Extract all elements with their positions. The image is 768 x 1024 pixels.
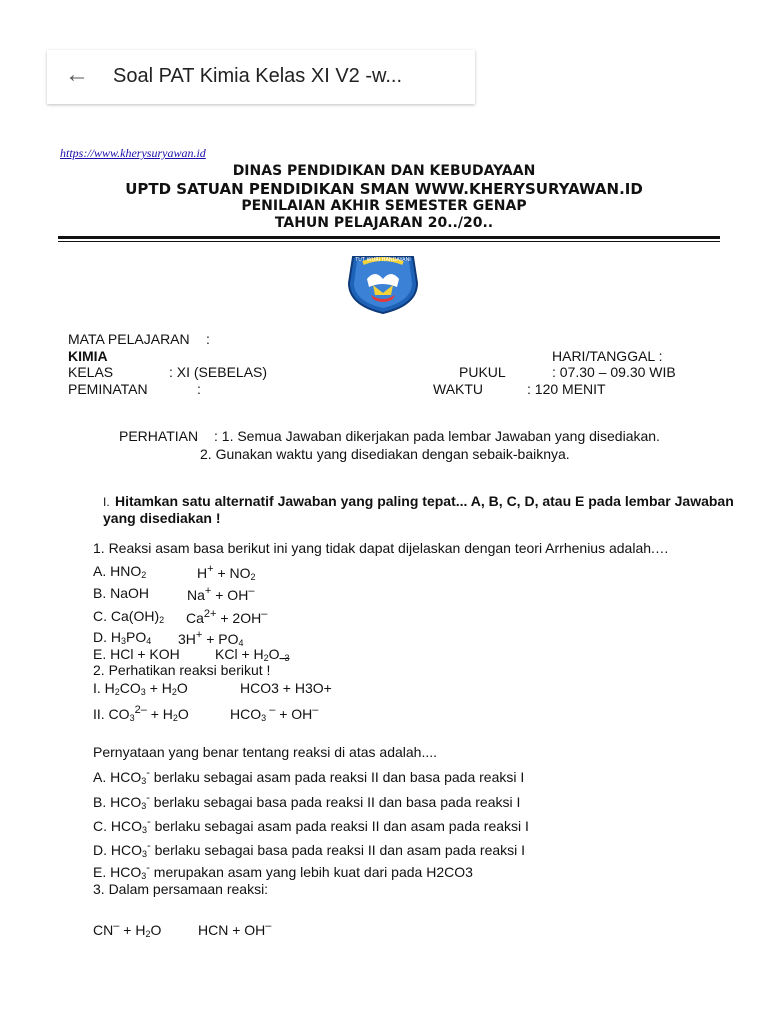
q1-option-d-product: $3H^+ + PO_4$ [178,629,244,648]
pukul-value: : 07.30 – 09.30 WIB [552,364,676,380]
mapel-label: MATA PELAJARAN [68,331,190,347]
peminatan-label: PEMINATAN [68,381,148,397]
q1-option-e-product: KCl + $H_2O_{-3}$ [215,646,290,663]
q1-option-d: D. $H_3PO_4$ [93,629,152,646]
q2-stem: 2. Perhatikan reaksi berikut ! [93,662,271,678]
page-title: Soal PAT Kimia Kelas XI V2 -w... [113,65,403,87]
header-line-2: UPTD SATUAN PENDIDIKAN SMAN WWW.KHERYSURYAWAN.ID [125,180,643,198]
section-number: I. [103,495,110,509]
kelas-value: : XI (SEBELAS) [169,364,268,380]
mapel-value: KIMIA [68,348,108,364]
q3-reaction-right: HCN + OH– [198,920,272,938]
q2-option-b: B. $HCO_3^-$ berlaku sebagai basa pada reaksi II dan basa pada reaksi I [93,792,521,811]
header-line-3: PENILAIAN AKHIR SEMESTER GENAP [241,198,527,214]
pukul-label: PUKUL [459,364,506,380]
q2-statement: Pernyataan yang benar tentang reaksi di atas adalah.... [93,744,438,760]
q1-option-c-product: $Ca^{2+} + 2OH^-$ [186,608,268,626]
peminatan-colon: : [197,381,201,397]
section-instruction-line-1: Hitamkan satu alternatif Jawaban yang paling tepat... A, B, C, D, atau E pada lembar Jawaban [115,493,734,509]
website-link[interactable]: https://www.kherysuryawan.id [60,146,206,160]
q3-reaction-left: $CN^- + H_2O$ [93,920,162,939]
logo-text: TUT WURI HANDAYANI [355,257,411,263]
section-instruction-line-2: yang disediakan ! [103,510,221,526]
mapel-colon: : [206,331,210,347]
q1-option-c: C. $Ca(OH)_2$ [93,608,165,625]
waktu-label: WAKTU [433,381,484,397]
header-line-4: TAHUN PELAJARAN 20../20.. [274,215,494,231]
q3-stem: 3. Dalam persamaan reaksi: [93,881,269,897]
hari-tanggal-label: HARI/TANGGAL : [552,348,663,364]
q1-stem: 1. Reaksi asam basa berikut ini yang tidak dapat dijelaskan dengan teori Arrhenius adalah.… [93,540,669,556]
q2-option-a: A. $HCO_3^-$ berlaku sebagai asam pada reaksi II dan basa pada reaksi I [93,767,525,786]
q1-option-b: B. NaOH [93,585,150,601]
header-rule-thin [58,241,720,242]
perhatian-label: PERHATIAN [119,428,199,444]
q2-reaction-2: II. $CO_3^{2-} + H_2O$ [93,704,189,723]
q2-reaction-1-product: HCO3 + H3O+ [240,680,332,696]
browser-title-bar [47,50,475,104]
q1-option-a: A. $HNO_2$ [93,563,147,580]
q2-reaction-2-product: $HCO_3$ – + OH– [230,704,319,723]
tut-wuri-handayani-logo [343,247,423,315]
q1-option-a-product: $H^+ + NO_2$ [197,563,256,582]
header-rule-thick [58,236,720,239]
q2-option-c: C. $HCO_3^-$ berlaku sebagai asam pada reaksi II dan asam pada reaksi I [93,816,529,835]
q2-reaction-1: I. $H_2CO_3 + H_2O$ [93,680,188,697]
kelas-label: KELAS [68,364,114,380]
q2-option-e: E. $HCO_3^-$ merupakan asam yang lebih kuat dari pada H2CO3 [93,862,473,881]
q1-option-e: E. HCl + KOH [93,646,180,662]
waktu-value: : 120 MENIT [527,381,606,397]
perhatian-item-1: : 1. Semua Jawaban dikerjakan pada lembar Jawaban yang disediakan. [214,428,660,444]
q2-option-d: D. $HCO_3^-$ berlaku sebagai basa pada reaksi II dan asam pada reaksi I [93,840,526,859]
header-line-1: DINAS PENDIDIKAN DAN KEBUDAYAAN [232,163,536,179]
q1-option-b-product: Na+ + OH– [187,585,255,603]
arrow-left-icon[interactable]: ← [65,61,89,88]
perhatian-item-2: 2. Gunakan waktu yang disediakan dengan sebaik-baiknya. [200,446,570,462]
